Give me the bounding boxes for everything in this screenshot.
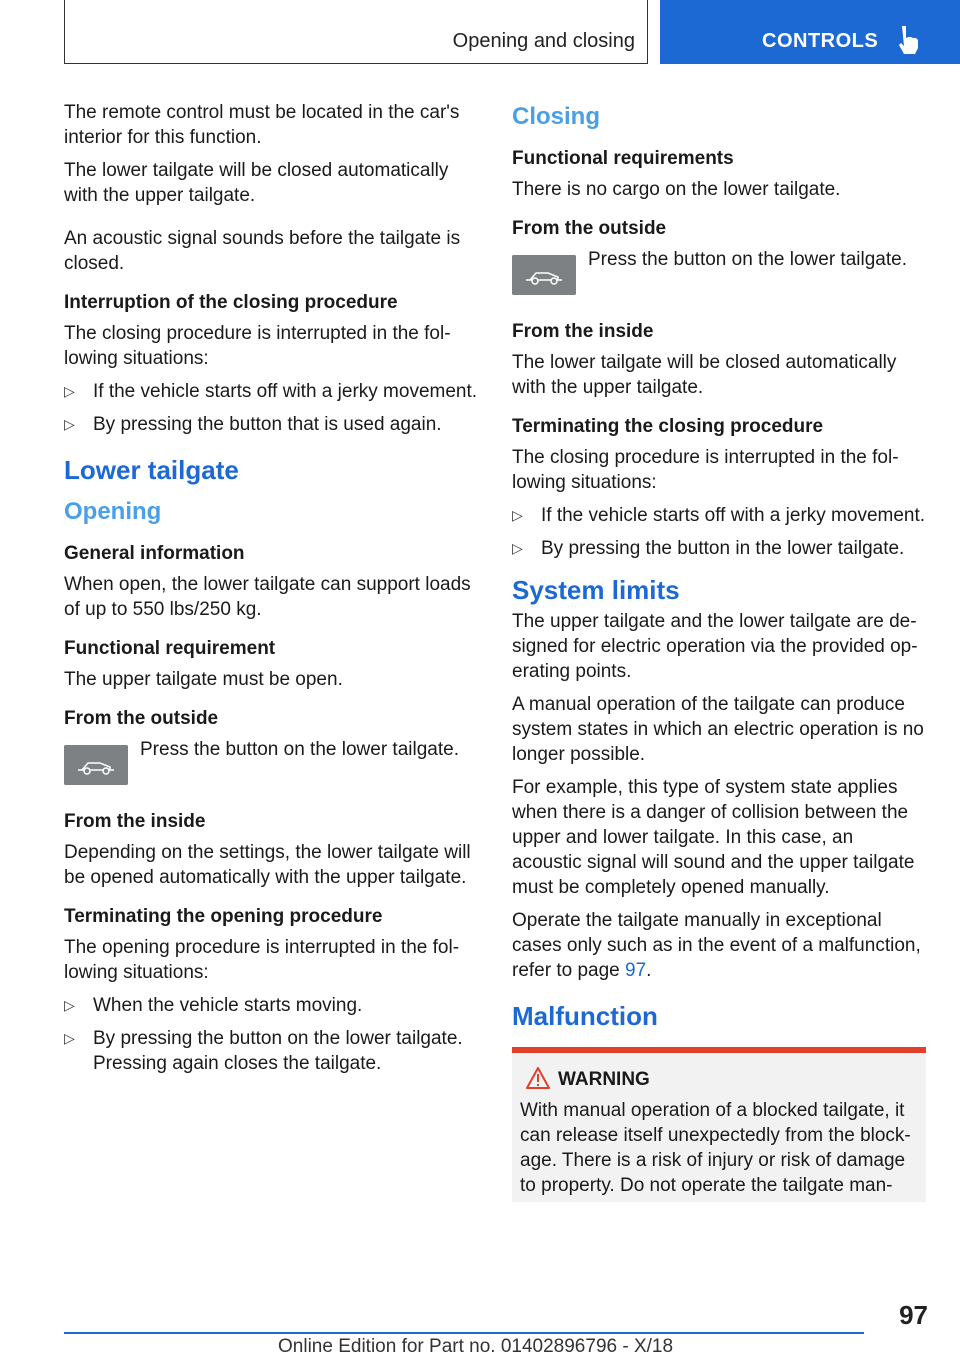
footer-divider (64, 1332, 864, 1334)
list-item: ▷ If the vehicle starts off with a jerky movement. (64, 381, 478, 402)
system-limits-heading: System limits (512, 575, 680, 605)
tailgate-button-icon (512, 255, 576, 295)
from-outside-heading: From the outside (64, 708, 219, 729)
paragraph: Operate the tailgate manually in exceptional cases only such as in the event of a malfunction, refer to page 97. (512, 910, 921, 981)
right-column (512, 100, 926, 1202)
header-chapter-title: CONTROLS (762, 30, 879, 52)
paragraph: The closing procedure is interrupted in the fol‐lowing situations: (512, 447, 899, 493)
left-column (64, 100, 478, 1084)
paragraph: The lower tailgate will be closed automatically with the upper tailgate. (64, 160, 449, 206)
button-instruction-text: Press the button on the lower tailgate. (140, 739, 459, 760)
paragraph: An acoustic signal sounds before the tailgate is closed. (64, 228, 461, 274)
button-instruction-text: Press the button on the lower tailgate. (588, 249, 907, 270)
paragraph: The upper tailgate and the lower tailgate are de‐signed for electric operation via the provided op‐erating points. (512, 611, 918, 682)
warning-title: WARNING (520, 1067, 918, 1092)
paragraph: The remote control must be located in the car's interior for this function. (64, 102, 460, 148)
terminating-opening-heading: Terminating the opening procedure (64, 906, 383, 927)
button-instruction (512, 247, 926, 305)
triangle-bullet-icon: ▷ (64, 416, 75, 432)
from-inside-heading: From the inside (64, 811, 206, 832)
functional-requirement-heading: Functional requirement (64, 638, 276, 659)
opening-heading: Opening (64, 498, 162, 525)
paragraph: The opening procedure is interrupted in the fol‐lowing situations: (64, 937, 460, 983)
list-item: ▷ By pressing the button in the lower tailgate. (512, 538, 905, 559)
triangle-bullet-icon: ▷ (64, 1030, 75, 1046)
general-information-heading: General information (64, 543, 245, 564)
terminating-list (64, 993, 478, 1076)
paragraph: The lower tailgate will be closed automatically with the upper tailgate. (512, 352, 897, 398)
interruption-list (64, 379, 478, 437)
button-instruction (64, 737, 478, 795)
paragraph: For example, this type of system state applies when there is a danger of collision between the upper and lower tailgate. In this case, an acoustic signal will sound and the upper tailgate must be completely opened manually. (512, 777, 915, 898)
warning-box (512, 1047, 926, 1202)
triangle-bullet-icon: ▷ (512, 540, 523, 556)
triangle-bullet-icon: ▷ (512, 507, 523, 523)
paragraph: A manual operation of the tailgate can produce system states in which an electric operation is no longer possible. (512, 694, 924, 765)
triangle-bullet-icon: ▷ (64, 997, 75, 1013)
pointing-hand-icon (896, 24, 922, 54)
paragraph: The closing procedure is interrupted in the fol‐lowing situations: (64, 323, 451, 369)
page-number: 97 (899, 1300, 928, 1330)
header-section-title: Opening and closing (452, 30, 635, 52)
list-item: ▷ When the vehicle starts moving. (64, 995, 363, 1016)
list-item: ▷ By pressing the button that is used again. (64, 414, 442, 435)
functional-requirements-heading: Functional requirements (512, 148, 734, 169)
terminating-list (512, 503, 926, 561)
from-inside-heading: From the inside (512, 321, 654, 342)
list-item: ▷ If the vehicle starts off with a jerky movement. (512, 505, 926, 526)
paragraph: The upper tailgate must be open. (64, 669, 343, 690)
tailgate-button-icon (64, 745, 128, 785)
triangle-bullet-icon: ▷ (64, 383, 75, 399)
list-item: ▷ By pressing the button on the lower tailgate. Pressing again closes the tailgate. (64, 1028, 463, 1074)
header-section-box (64, 0, 648, 64)
footer-edition: Online Edition for Part no. 01402896796 - X/18 (278, 1336, 674, 1357)
warning-triangle-icon (526, 1067, 550, 1089)
header-chapter-box (660, 0, 960, 64)
warning-text: With manual operation of a blocked tailgate, it can release itself unexpectedly from the block‐age. There is a risk of injury or risk of damage to property. Do not operate the tailgate man‐ (520, 1100, 911, 1196)
lower-tailgate-heading: Lower tailgate (64, 455, 239, 485)
paragraph: When open, the lower tailgate can support loads of up to 550 lbs/250 kg. (64, 574, 471, 620)
paragraph: There is no cargo on the lower tailgate. (512, 179, 841, 200)
malfunction-heading: Malfunction (512, 1001, 658, 1031)
terminating-closing-heading: Terminating the closing procedure (512, 416, 824, 437)
paragraph: Depending on the settings, the lower tailgate will be opened automatically with the upper tailgate. (64, 842, 471, 888)
from-outside-heading: From the outside (512, 218, 667, 239)
page-reference-link[interactable]: 97 (625, 960, 647, 981)
closing-heading: Closing (512, 103, 600, 130)
interruption-heading: Interruption of the closing procedure (64, 292, 398, 313)
